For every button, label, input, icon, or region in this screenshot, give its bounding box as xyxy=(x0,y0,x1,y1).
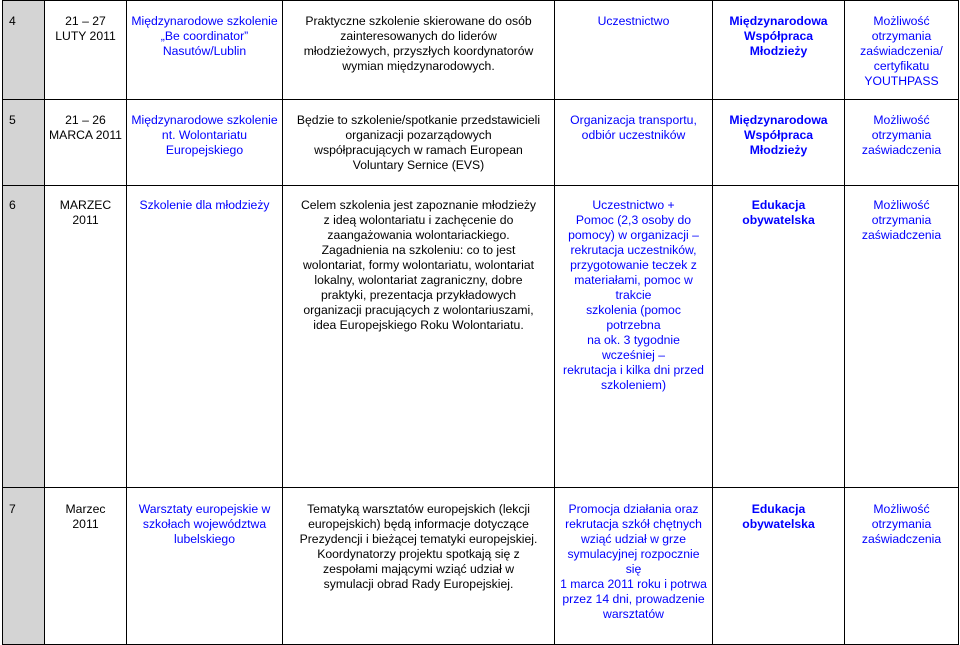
organization-role-line: szkoleniem) xyxy=(600,378,667,392)
certificate-info-line: certyfikatu xyxy=(873,59,930,73)
row-number-cell xyxy=(3,1,45,100)
event-name-line: lubelskiego xyxy=(174,532,235,546)
program-name-line: Międzynarodowa xyxy=(729,113,828,127)
organization-role-line: przez 14 dni, prowadzenie xyxy=(562,592,705,606)
program-name-line: Edukacja xyxy=(751,502,806,516)
certificate-info-cell xyxy=(845,186,959,488)
certificate-info-line: otrzymania xyxy=(871,517,932,531)
certificate-info-line: otrzymania xyxy=(871,29,932,43)
event-date-line: 2011 xyxy=(72,213,99,227)
organization-role-line: rekrutacja i kilka dni przed xyxy=(563,363,704,377)
row-number-cell xyxy=(3,488,45,645)
event-name-line: „Be coordinator” xyxy=(160,29,249,43)
program-name-line: Młodzieży xyxy=(749,44,808,58)
event-description-line: wymian międzynarodowych. xyxy=(342,59,495,73)
organization-role-line: 1 marca 2011 roku i potrwa xyxy=(560,577,707,591)
event-description-line: symulacji obrad Rady Europejskiej. xyxy=(323,577,514,591)
event-name-line: Międzynarodowe szkolenie xyxy=(131,113,278,127)
organization-role-line: symulacyjnej rozpocznie się xyxy=(567,547,700,576)
event-name-line: Szkolenie dla młodzieży xyxy=(139,198,270,212)
event-name-cell xyxy=(127,1,283,100)
event-description-line: zainteresowanych do liderów xyxy=(340,29,497,43)
event-description-line: Voluntary Sernice (EVS) xyxy=(352,158,485,172)
program-name-line: obywatelska xyxy=(742,517,815,531)
event-description-line: zespołami mającymi wziąć udział w xyxy=(323,562,514,576)
event-description-line: zaangażowania wolontariackiego. xyxy=(327,228,510,242)
certificate-info-cell xyxy=(845,1,959,100)
row-number: 6 xyxy=(9,198,16,212)
event-description-line: Koordynatorzy projektu spotkają się z xyxy=(317,547,520,561)
row-number: 4 xyxy=(9,14,16,28)
event-description-line: organizacji pozarządowych xyxy=(345,128,492,142)
organization-role-line: materiałami, pomoc w trakcie xyxy=(574,273,693,302)
event-date-line: Marzec xyxy=(65,502,106,516)
organization-role-line: przygotowanie teczek z xyxy=(570,258,697,272)
event-name-line: Warsztaty europejskie w xyxy=(138,502,271,516)
table-row xyxy=(3,100,959,186)
event-description-cell xyxy=(283,100,555,186)
certificate-info-line: otrzymania xyxy=(871,213,932,227)
event-description-line: idea Europejskiego Roku Wolontariatu. xyxy=(313,318,524,332)
program-name-cell xyxy=(713,100,845,186)
organization-role-line: rekrutacja uczestników, xyxy=(570,243,697,257)
event-description-line: z ideą wolontariatu i zachęcenie do xyxy=(323,213,514,227)
certificate-info-line: zaświadczenia xyxy=(861,532,942,546)
event-description-line: organizacji pracujących z wolontariuszami, xyxy=(303,303,534,317)
event-date-line: LUTY 2011 xyxy=(55,29,116,43)
event-description-line: praktyki, prezentacja przykładowych xyxy=(320,288,517,302)
event-date-line: MARZEC xyxy=(59,198,112,212)
program-name-line: Młodzieży xyxy=(749,143,808,157)
event-date-cell xyxy=(45,186,127,488)
event-date-cell xyxy=(45,100,127,186)
organization-role-cell xyxy=(555,186,713,488)
event-date-line: MARCA 2011 xyxy=(49,128,122,142)
event-name-cell xyxy=(127,488,283,645)
program-name-cell xyxy=(713,186,845,488)
certificate-info-cell xyxy=(845,100,959,186)
event-description-line: lokalny, wolontariat zagraniczny, dobre xyxy=(314,273,523,287)
event-date-line: 21 – 27 xyxy=(65,14,106,28)
event-description-cell xyxy=(283,1,555,100)
event-description-cell xyxy=(283,186,555,488)
event-description-line: współpracujących w ramach European xyxy=(314,143,523,157)
program-name-line: Międzynarodowa xyxy=(729,14,828,28)
organization-role-cell xyxy=(555,1,713,100)
certificate-info-line: Możliwość xyxy=(873,14,930,28)
event-date-cell xyxy=(45,1,127,100)
certificate-info-line: Możliwość xyxy=(873,502,930,516)
table-row xyxy=(3,488,959,645)
organization-role-line: pomocy) w organizacji – xyxy=(568,228,699,242)
organization-role-line: szkolenia (pomoc potrzebna xyxy=(586,303,681,332)
event-name-line: szkołach województwa xyxy=(142,517,267,531)
event-date-cell xyxy=(45,488,127,645)
event-date-line: 21 – 26 xyxy=(65,113,106,127)
event-description-cell xyxy=(283,488,555,645)
row-number-cell xyxy=(3,186,45,488)
table-row xyxy=(3,186,959,488)
program-name-cell xyxy=(713,1,845,100)
event-description-line: Będzie to szkolenie/spotkanie przedstawicieli xyxy=(296,113,541,127)
event-name-cell xyxy=(127,186,283,488)
event-description-line: wolontariat, formy wolontariatu, wolontariat xyxy=(303,258,534,272)
organization-role-cell xyxy=(555,488,713,645)
organization-role-line: Organizacja transportu, xyxy=(570,113,697,127)
certificate-info-line: zaświadczenia/ xyxy=(860,44,943,58)
organization-role-line: wziąć udział w grze xyxy=(581,532,686,546)
program-name-line: Współpraca xyxy=(743,128,814,142)
events-table-body xyxy=(3,1,959,645)
certificate-info-line: zaświadczenia xyxy=(861,143,942,157)
organization-role-line: Pomoc (2,3 osoby do xyxy=(575,213,692,227)
organization-role-line: na ok. 3 tygodnie wcześniej – xyxy=(587,333,680,362)
table-row xyxy=(3,1,959,100)
organization-role-line: Promocja działania oraz xyxy=(568,502,699,516)
event-description-line: Celem szkolenia jest zapoznanie młodzieży xyxy=(300,198,537,212)
row-number: 5 xyxy=(9,113,16,127)
event-description-line: Prezydencji i bieżącej tematyki europejskiej. xyxy=(299,532,538,546)
organization-role-line: Uczestnictwo + xyxy=(592,198,675,212)
event-description-line: Tematyką warsztatów europejskich (lekcji xyxy=(307,502,530,516)
event-name-line: Nasutów/Lublin xyxy=(162,44,247,58)
program-name-cell xyxy=(713,488,845,645)
organization-role-line: Uczestnictwo xyxy=(597,14,670,28)
event-name-line: Europejskiego xyxy=(165,143,244,157)
event-description-line: Zagadnienia na szkoleniu: co to jest xyxy=(321,243,516,257)
organization-role-line: warsztatów xyxy=(603,607,664,621)
organization-role-line: rekrutacja szkół chętnych xyxy=(565,517,702,531)
certificate-info-line: zaświadczenia xyxy=(861,228,942,242)
event-name-line: Międzynarodowe szkolenie xyxy=(131,14,278,28)
program-name-line: Edukacja xyxy=(751,198,806,212)
certificate-info-line: Możliwość xyxy=(873,113,930,127)
row-number-cell xyxy=(3,100,45,186)
program-name-line: obywatelska xyxy=(742,213,815,227)
certificate-info-cell xyxy=(845,488,959,645)
row-number: 7 xyxy=(9,502,16,516)
certificate-info-line: otrzymania xyxy=(871,128,932,142)
certificate-info-line: YOUTHPASS xyxy=(864,74,939,88)
events-table xyxy=(2,0,959,645)
event-name-cell xyxy=(127,100,283,186)
organization-role-cell xyxy=(555,100,713,186)
event-description-line: europejskich) będą informacje dotyczące xyxy=(308,517,529,531)
event-date-line: 2011 xyxy=(72,517,99,531)
certificate-info-line: Możliwość xyxy=(873,198,930,212)
event-description-line: Praktyczne szkolenie skierowane do osób xyxy=(305,14,532,28)
event-name-line: nt. Wolontariatu xyxy=(161,128,248,142)
event-description-line: młodzieżowych, przyszłych koordynatorów xyxy=(303,44,534,58)
organization-role-line: odbiór uczestników xyxy=(581,128,686,142)
program-name-line: Współpraca xyxy=(743,29,814,43)
